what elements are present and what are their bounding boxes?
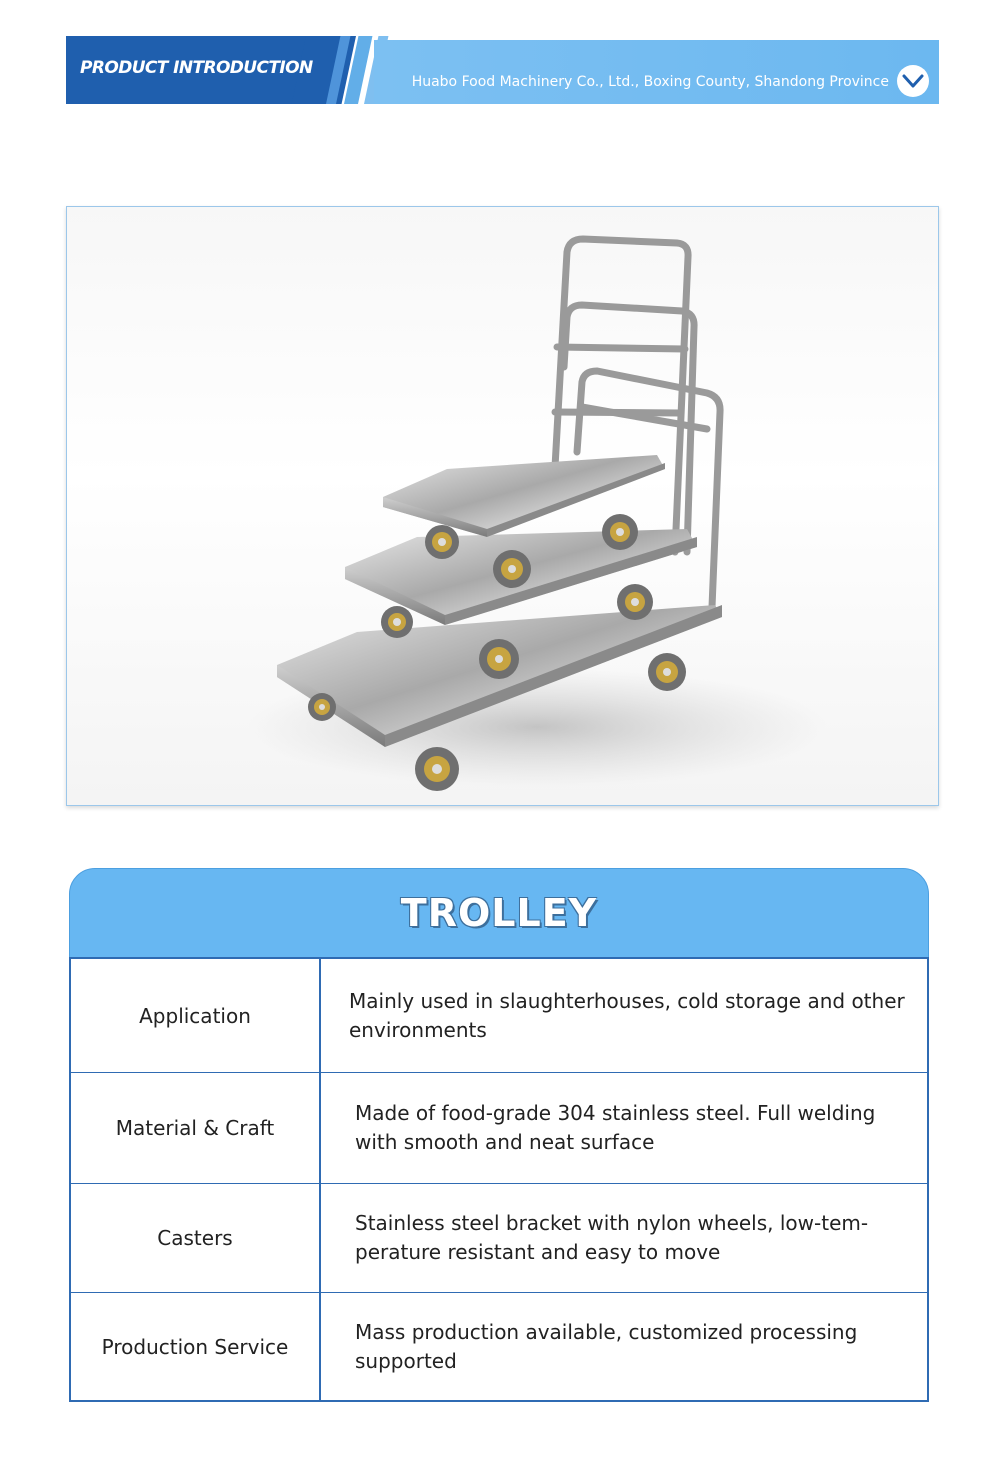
header-banner (66, 36, 939, 104)
banner-title: PRODUCT INTRODUCTION (80, 58, 313, 78)
table-row (71, 1183, 927, 1292)
row-value: Stainless steel bracket with nylon wheels, low-tem-perature resistant and easy to move (355, 1211, 869, 1264)
row-value: Made of food-grade 304 stainless steel. Full welding with smooth and neat surface (355, 1101, 876, 1154)
company-name: Huabo Food Machinery Co., Ltd., Boxing County, Shandong Province (411, 74, 889, 90)
product-title: TROLLEY (400, 891, 598, 935)
spec-table (69, 868, 929, 1402)
table-row (71, 1292, 927, 1400)
table-row (71, 1072, 927, 1183)
banner-light-block (374, 40, 939, 104)
product-image (66, 206, 939, 806)
spec-table-body (69, 957, 929, 1402)
table-row (71, 959, 927, 1072)
row-label: Production Service (71, 1293, 321, 1400)
row-value: Mass production available, customized processing supported (355, 1319, 858, 1373)
trolley-illustration (67, 207, 938, 805)
row-label: Casters (71, 1184, 321, 1292)
row-value: Mainly used in slaughterhouses, cold storage and other environments (349, 988, 905, 1042)
chevron-down-icon[interactable] (897, 65, 929, 97)
spec-table-header (69, 868, 929, 958)
row-label: Material & Craft (71, 1073, 321, 1183)
row-label: Application (71, 959, 321, 1072)
